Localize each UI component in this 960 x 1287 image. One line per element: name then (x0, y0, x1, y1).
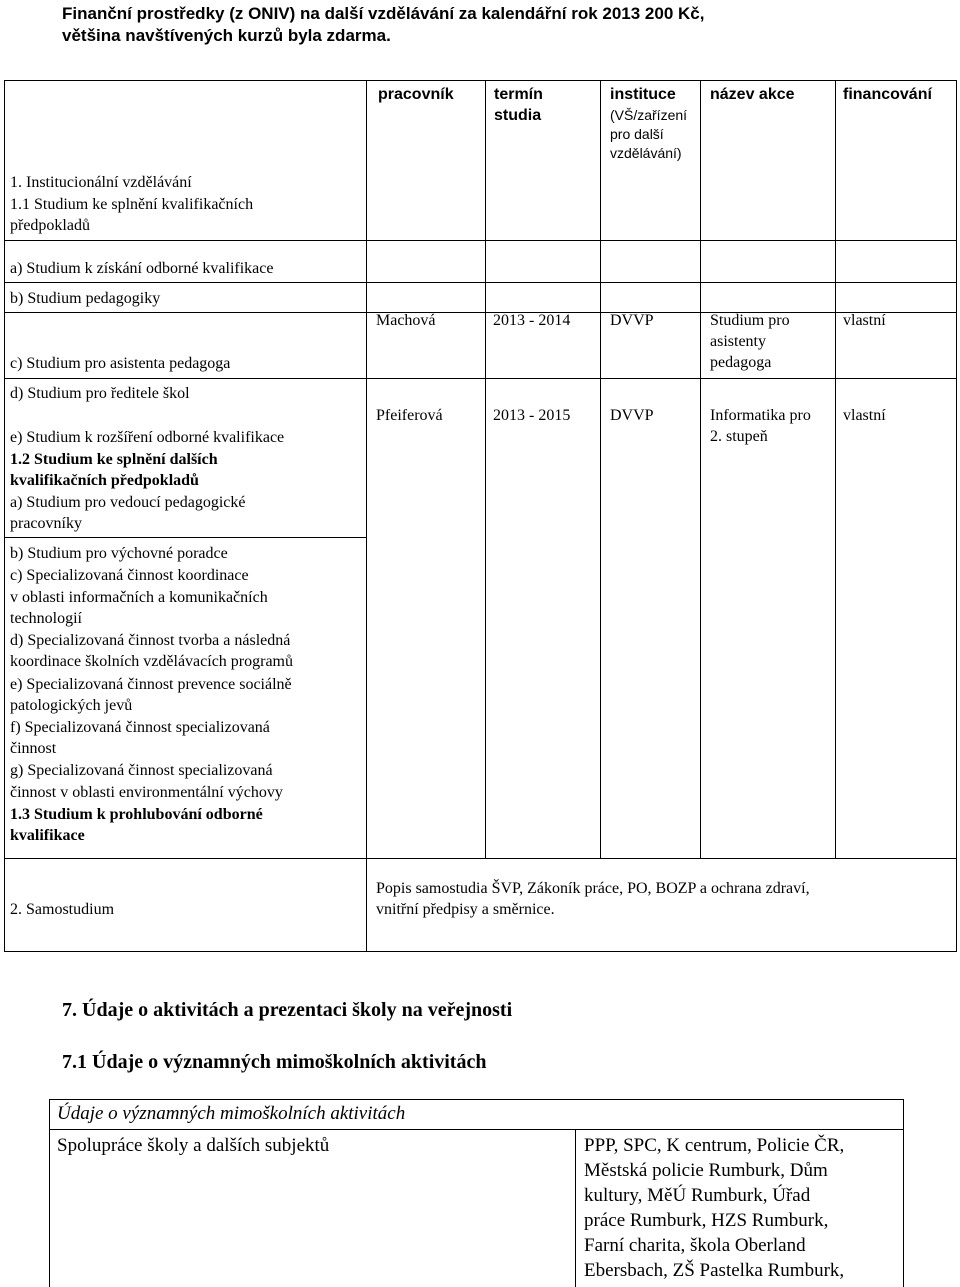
row2-funding: vlastní (843, 407, 886, 424)
row-e: e) Studium k rozšíření odborné kvalifikace (10, 429, 285, 446)
s12e-line1: e) Specializovaná činnost prevence sociálně (10, 676, 292, 693)
s12d-line1: d) Specializovaná činnost tvorba a následná (10, 632, 291, 649)
activities-row-label: Spolupráce školy a dalších subjektů (57, 1135, 330, 1156)
s12e-line2: patologických jevů (10, 697, 133, 714)
row1-inst: DVVP (610, 312, 654, 329)
header-inst-l1: instituce (610, 86, 676, 103)
header-inst-l3: pro další (610, 126, 664, 142)
activities-row-value-l5: Farní charita, škola Oberland (584, 1235, 806, 1256)
row2-action-l1: Informatika pro (710, 407, 811, 424)
activities-row-value-l6: Ebersbach, ZŠ Pastelka Rumburk, (584, 1260, 845, 1281)
s11-line1: 1.1 Studium ke splnění kvalifikačních (10, 196, 254, 213)
s12g-line2: činnost v oblasti environmentální výchovy (10, 784, 283, 801)
section-7-title: 7. Údaje o aktivitách a prezentaci školy na veřejnosti (62, 999, 513, 1021)
activities-row-value-l1: PPP, SPC, K centrum, Policie ČR, (584, 1135, 845, 1156)
self-study-label: 2. Samostudium (10, 901, 115, 918)
row2-term: 2013 - 2015 (493, 407, 571, 424)
s12f-line1: f) Specializovaná činnost specializovaná (10, 719, 270, 736)
page-heading-line2: většina navštívených kurzů byla zdarma. (62, 26, 391, 45)
row-d: d) Studium pro ředitele škol (10, 385, 190, 402)
header-inst-l2: (VŠ/zařízení (610, 107, 688, 123)
s12c-line3: technologií (10, 610, 82, 627)
header-term-l2: studia (494, 107, 542, 124)
s12a-line2: pracovníky (10, 515, 82, 532)
s13-line1: 1.3 Studium k prohlubování odborné (10, 806, 263, 823)
row1-action-l3: pedagoga (710, 354, 772, 371)
s12f-line2: činnost (10, 740, 57, 757)
activities-table-header: Údaje o významných mimoškolních aktivitách (57, 1103, 406, 1124)
row2-action-l2: 2. stupeň (710, 428, 768, 445)
s11-line2: předpokladů (10, 217, 90, 234)
s13-line2: kvalifikace (10, 827, 85, 844)
page-heading-line1: Finanční prostředky (z ONIV) na další vzdělávání za kalendářní rok 2013 200 Kč, (62, 4, 705, 23)
self-study-desc-l2: vnitřní předpisy a směrnice. (376, 901, 555, 918)
activities-row-value-l3: kultury, MěÚ Rumburk, Úřad (584, 1185, 811, 1206)
s12d-line2: koordinace školních vzdělávacích programů (10, 653, 293, 670)
row1-action-l1: Studium pro (710, 312, 790, 329)
row1-funding: vlastní (843, 312, 886, 329)
s12-line1: 1.2 Studium ke splnění dalších (10, 451, 218, 468)
row1-worker: Machová (376, 312, 436, 329)
header-funding: financování (843, 86, 932, 103)
s12g-line1: g) Specializovaná činnost specializovaná (10, 762, 273, 779)
row-a: a) Studium k získání odborné kvalifikace (10, 260, 274, 277)
row1-action-l2: asistenty (710, 333, 766, 350)
s12-line2: kvalifikačních předpokladů (10, 472, 199, 489)
row2-worker: Pfeiferová (376, 407, 443, 424)
s12a-line1: a) Studium pro vedoucí pedagogické (10, 494, 246, 511)
self-study-desc-l1: Popis samostudia ŠVP, Zákoník práce, PO, BOZP a ochrana zdraví, (376, 880, 810, 897)
section-7-1-title: 7.1 Údaje o významných mimoškolních aktivitách (62, 1051, 487, 1073)
header-term-l1: termín (494, 86, 543, 103)
row1-term: 2013 - 2014 (493, 312, 571, 329)
row-c: c) Studium pro asistenta pedagoga (10, 355, 231, 372)
inst-edu-label: 1. Institucionální vzdělávání (10, 174, 192, 191)
s12c-line1: c) Specializovaná činnost koordinace (10, 567, 249, 584)
activities-row-value-l4: práce Rumburk, HZS Rumburk, (584, 1210, 829, 1231)
header-worker: pracovník (378, 86, 454, 103)
header-action: název akce (710, 86, 795, 103)
s12c-line2: v oblasti informačních a komunikačních (10, 589, 268, 606)
row-b: b) Studium pedagogiky (10, 290, 161, 307)
activities-row-value-l2: Městská policie Rumburk, Dům (584, 1160, 828, 1181)
s12b: b) Studium pro výchovné poradce (10, 545, 228, 562)
header-inst-l4: vzdělávání) (610, 145, 682, 161)
row2-inst: DVVP (610, 407, 654, 424)
